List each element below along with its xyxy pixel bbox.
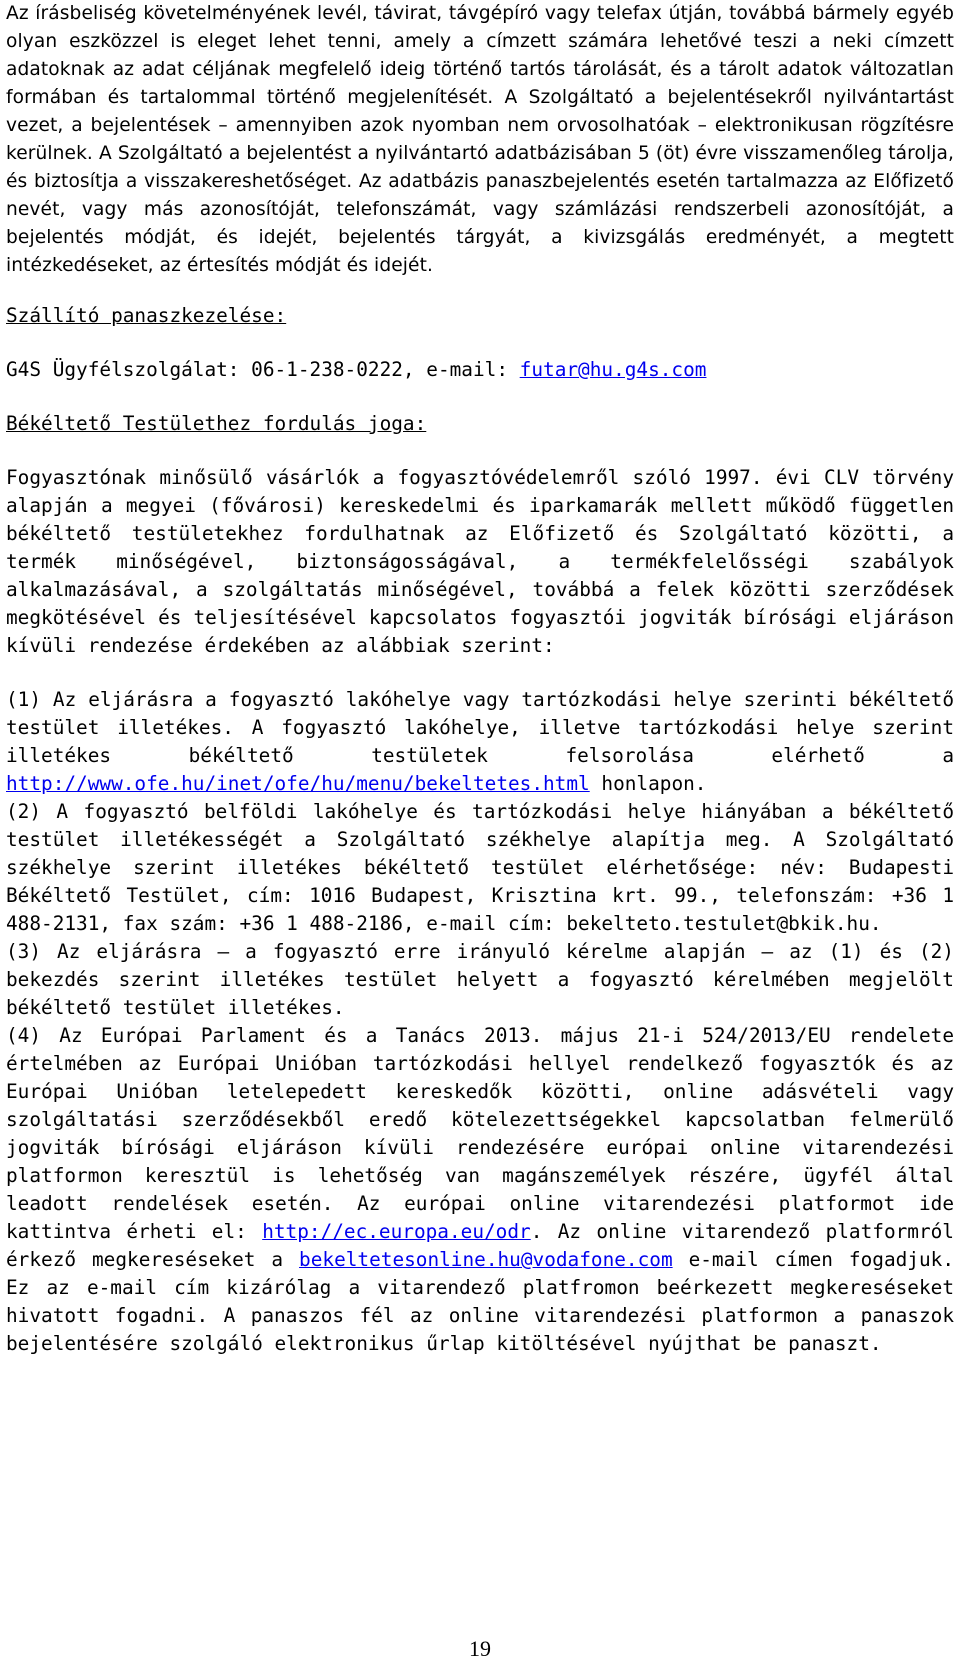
supplier-contact-line	[6, 356, 954, 384]
supplier-email-link[interactable]: futar@hu.g4s.com	[519, 358, 707, 381]
conciliation-item-4	[6, 1022, 954, 1358]
item-4-mid: . Az online vitarendező platformról érkező megkereséseket a	[6, 1220, 954, 1271]
conciliation-intro-paragraph: Fogyasztónak minősülő vásárlók a fogyasztóvédelemről szóló 1997. évi CLV törvény alapján a megyei (fővárosi) kereskedelmi és iparkamarák mellett működő független békéltető testületekhez fordulhatnak az Előfizető és Szolgáltató közötti, a termék minőségével, biztonságosságával, a termékfelelősségi szabályok alkalmazásával, a szolgáltatás minőségével, továbbá a felek közötti szerződések megkötésével és teljesítésével kapcsolatos fogyasztói jogviták bírósági eljáráson kívüli rendezése érdekében az alábbiak szerint:	[6, 466, 954, 657]
item-1-suffix: honlapon.	[589, 772, 707, 795]
ofe-link[interactable]: http://www.ofe.hu/inet/ofe/hu/menu/bekeltetes.html	[6, 772, 590, 795]
intro-paragraph: Az írásbeliség követelményének levél, távirat, távgépíró vagy telefax útján, továbbá bármely egyéb olyan eszközzel is eleget lehet tenni, amely a címzett számára lehetővé teszi a neki címzett adatoknak az adat céljának megfelelő ideig történő tartós tárolását, és a tárolt adatok változatlan formában és tartalommal történő megjelenítését. A Szolgáltató a bejelentésekről nyilvántartást vezet, a bejelentések – amennyiben azok nyomban nem orvosolhatóak – elektronikusan rögzítésre kerülnek. A Szolgáltató a bejelentést a nyilvántartó adatbázisában 5 (öt) évre visszamenőleg tárolja, és biztosítja a visszakereshetőséget. Az adatbázis panaszbejelentés esetén tartalmazza az Előfizető nevét, vagy más azonosítóját, telefonszámát, vagy számlázási rendszerbeli azonosítóját, a bejelentés módját, és idejét, bejelentés tárgyát, a kivizsgálás eredményét, a megtett intézkedéseket, az értesítés módját és idejét.	[6, 3, 954, 276]
document-page	[6, 0, 954, 1358]
item-1-text: (1) Az eljárásra a fogyasztó lakóhelye vagy tartózkodási helye szerinti békéltető testület illetékes. A fogyasztó lakóhelye, illetve tartózkodási helye szerint illetékes békéltető testületek felsorolása elérhető a	[6, 688, 954, 767]
item-4-text: (4) Az Európai Parlament és a Tanács 2013. május 21-i 524/2013/EU rendelete értelmében az Európai Unióban tartózkodási hellyel rendelkező fogyasztók és az Európai Unióban letelepedett kereskedők közötti, online adásvételi vagy szolgáltatási szerződésekből eredő kötelezettségekkel kapcsolatban felmerülő jogviták bírósági eljáráson kívüli rendezésére európai online vitarendezési platformon keresztül is lehetőség van magánszemélyek részére, ügyfél által leadott rendelések esetén. Az európai online vitarendezési platformot ide kattintva érheti el:	[6, 1024, 954, 1243]
bekeltetes-email-link[interactable]: bekeltetesonline.hu@vodafone.com	[299, 1248, 673, 1271]
supplier-contact-text: G4S Ügyfélszolgálat: 06-1-238-0222, e-mail:	[6, 358, 520, 381]
conciliation-item-2: (2) A fogyasztó belföldi lakóhelye és tartózkodási helye hiányában a békéltető testület illetékességét a Szolgáltató székhelye alapítja meg. A Szolgáltató székhelye szerint illetékes békéltető testület elérhetősége: név: Budapesti Békéltető Testület, cím: 1016 Budapest, Krisztina krt. 99., telefonszám: +36 1 488-2131, fax szám: +36 1 488-2186, e-mail cím: bekelteto.testulet@bkik.hu.	[6, 800, 954, 935]
supplier-complaint-heading: Szállító panaszkezelése:	[6, 304, 287, 327]
conciliation-item-1	[6, 686, 954, 798]
item-4-suffix: e-mail címen fogadjuk. Ez az e-mail cím kizárólag a vitarendező platfromon beérkezett megkereséseket hivatott fogadni. A panaszos fél az online vitarendezési platformon a panaszok bejelentésére szolgáló elektronikus űrlap kitöltésével nyújthat be panaszt.	[6, 1248, 954, 1355]
odr-platform-link[interactable]: http://ec.europa.eu/odr	[262, 1220, 531, 1243]
page-number: 19	[469, 1636, 491, 1661]
conciliation-heading: Békéltető Testülethez fordulás joga:	[6, 412, 427, 435]
conciliation-item-3: (3) Az eljárásra – a fogyasztó erre irányuló kérelme alapján – az (1) és (2) bekezdés szerint illetékes testület helyett a fogyasztó kérelmében megjelölt békéltető testület illetékes.	[6, 940, 954, 1019]
